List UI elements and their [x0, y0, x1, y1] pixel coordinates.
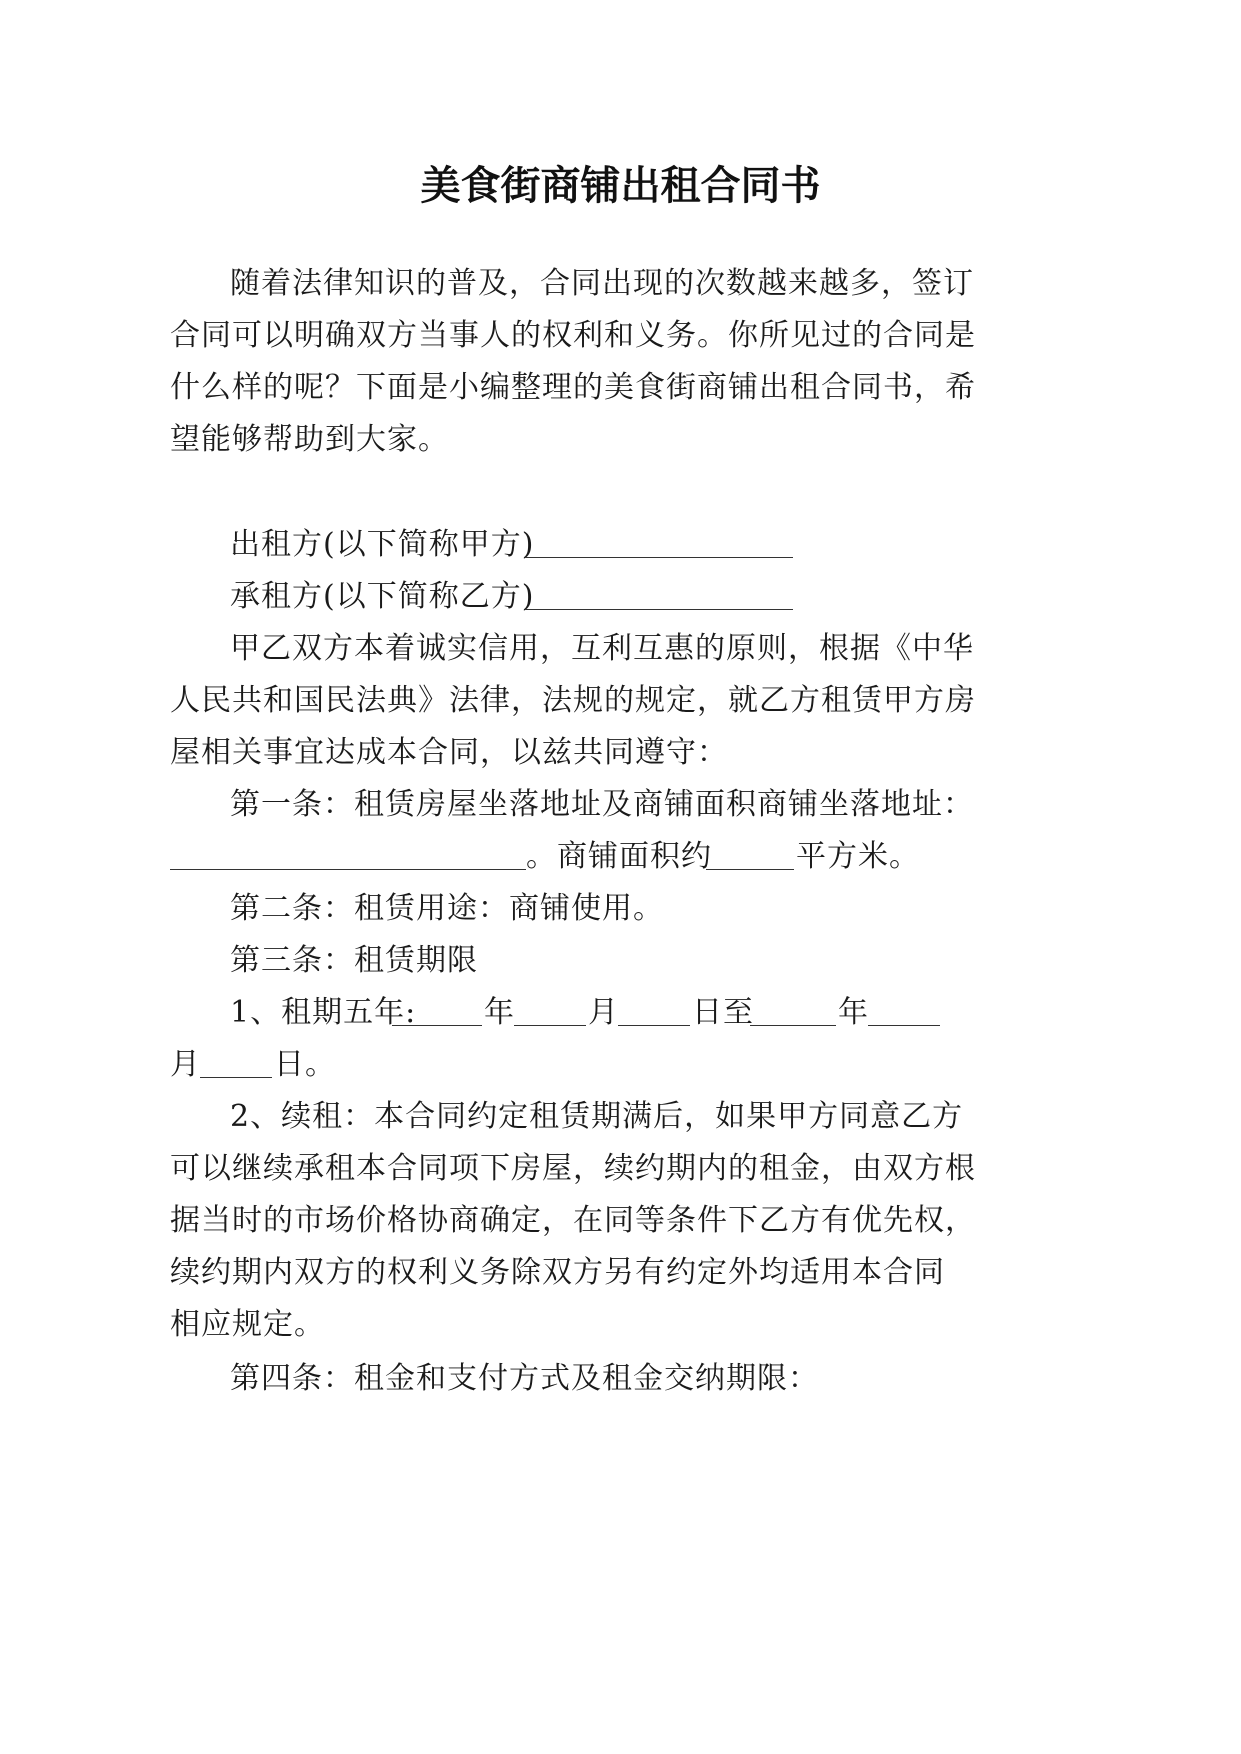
renewal-line-1 — [0, 1093, 1241, 1141]
intro-text-3: 什么样的呢？下面是小编整理的美食街商铺出租合同书，希 — [170, 370, 976, 405]
renewal-line-5 — [0, 1301, 1241, 1349]
renewal-text-4: 续约期内双方的权利义务除双方另有约定外均适用本合同 — [170, 1255, 945, 1290]
article-1-line-1 — [0, 781, 1241, 829]
article-4-line — [0, 1355, 1241, 1403]
party-b-label: 承租方(以下简称乙方) — [230, 579, 535, 614]
term-line-1 — [0, 989, 1241, 1037]
term-start-day-blank — [618, 989, 690, 1026]
intro-text-1: 随着法律知识的普及，合同出现的次数越来越多，签订 — [230, 266, 974, 301]
term-start-year-blank — [392, 989, 482, 1026]
intro-text-2: 合同可以明确双方当事人的权利和义务。你所见过的合同是 — [170, 318, 976, 353]
preamble-text-1: 甲乙双方本着诚实信用，互利互惠的原则，根据《中华 — [230, 631, 974, 666]
party-b-line — [0, 573, 1241, 621]
intro-text-4: 望能够帮助到大家。 — [170, 422, 449, 457]
preamble-text-2: 人民共和国民法典》法律，法规的规定，就乙方租赁甲方房 — [170, 683, 976, 718]
term-month-1: 月 — [588, 995, 619, 1030]
party-a-line — [0, 521, 1241, 569]
intro-line-4 — [0, 416, 1241, 464]
article-1-line-2 — [0, 833, 1241, 881]
address-blank — [170, 833, 526, 870]
party-a-blank — [525, 521, 793, 558]
renewal-text-1: 2、续租：本合同约定租赁期满后，如果甲方同意乙方 — [230, 1099, 964, 1134]
intro-line-1 — [0, 260, 1241, 308]
term-prefix: 1、租期五年: — [230, 995, 417, 1030]
term-start-month-blank — [514, 989, 586, 1026]
party-b-blank — [525, 573, 793, 610]
renewal-line-2 — [0, 1145, 1241, 1193]
party-a-label: 出租方(以下简称甲方) — [230, 527, 535, 562]
term-year-1: 年 — [484, 995, 515, 1030]
preamble-line-1 — [0, 625, 1241, 673]
term-day-to: 日至 — [692, 995, 754, 1030]
article-3-text: 第三条：租赁期限 — [230, 943, 478, 978]
area-prefix: 。商铺面积约 — [526, 839, 712, 874]
renewal-text-5: 相应规定。 — [170, 1307, 325, 1342]
term-year-2: 年 — [838, 995, 869, 1030]
renewal-line-4 — [0, 1249, 1241, 1297]
renewal-text-3: 据当时的市场价格协商确定，在同等条件下乙方有优先权， — [170, 1203, 976, 1238]
term-line-2 — [0, 1041, 1241, 1089]
article-4-text: 第四条：租金和支付方式及租金交纳期限： — [230, 1361, 819, 1396]
term-end-month-blank — [868, 989, 940, 1026]
preamble-text-3: 屋相关事宜达成本合同，以兹共同遵守： — [170, 735, 728, 770]
article-1-text: 第一条：租赁房屋坐落地址及商铺面积商铺坐落地址： — [230, 787, 974, 822]
intro-line-2 — [0, 312, 1241, 360]
intro-line-3 — [0, 364, 1241, 412]
renewal-line-3 — [0, 1197, 1241, 1245]
term-end-day-blank — [200, 1041, 272, 1078]
preamble-line-2 — [0, 677, 1241, 725]
term-month-2: 月 — [170, 1047, 201, 1082]
term-end-year-blank — [750, 989, 836, 1026]
article-3-line — [0, 937, 1241, 985]
preamble-line-3 — [0, 729, 1241, 777]
article-2-text: 第二条：租赁用途：商铺使用。 — [230, 891, 664, 926]
document-title: 美食街商铺出租合同书 — [420, 163, 821, 209]
area-suffix: 平方米。 — [796, 839, 920, 874]
renewal-text-2: 可以继续承租本合同项下房屋，续约期内的租金，由双方根 — [170, 1151, 976, 1186]
article-2-line — [0, 885, 1241, 933]
area-blank — [706, 833, 794, 870]
term-day-2: 日。 — [274, 1047, 336, 1082]
